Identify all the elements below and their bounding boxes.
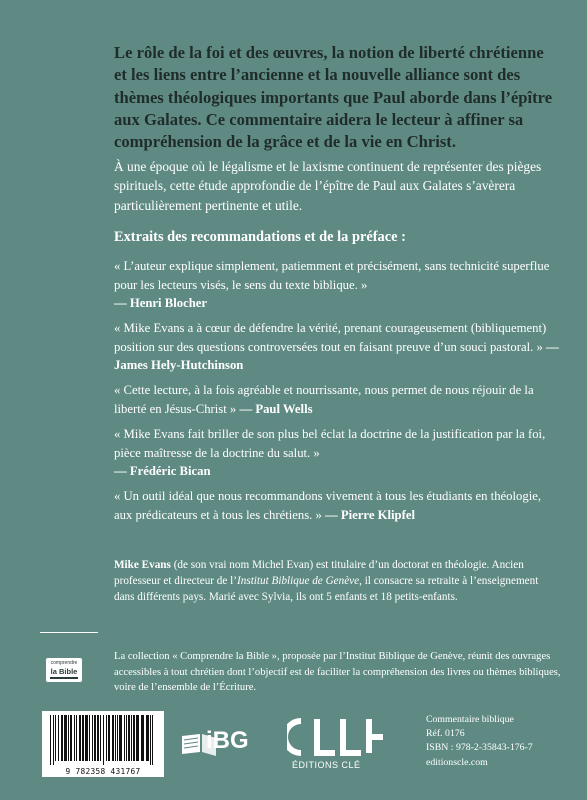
quote-author: — Paul Wells bbox=[239, 401, 313, 416]
quote-author: — Frédéric Bican bbox=[114, 464, 211, 479]
ibg-logo bbox=[180, 718, 268, 763]
barcode-bars-icon bbox=[48, 715, 158, 765]
ibg-wordmark: iBG bbox=[206, 727, 249, 754]
publisher-name: ÉDITIONS CLÉ bbox=[292, 760, 361, 770]
quote-item bbox=[114, 381, 559, 418]
bio-text-part1: (de son vrai nom Michel Evan) est titulaire d’un doctorat en théologie. Ancien professeur et directeur de l’ bbox=[114, 559, 524, 587]
author-name: Mike Evans bbox=[114, 559, 171, 571]
book-metadata bbox=[426, 713, 576, 770]
open-book-icon bbox=[180, 718, 268, 758]
intro-paragraph: À une époque où le légalisme et le laxisme continuent de représenter des pièges spirituels, cette étude approfondie de l’épître de Paul aux Galates s’avèrera particulièrement pertinente et utile. bbox=[114, 159, 542, 213]
quote-text: « Mike Evans fait briller de son plus bel éclat la doctrine de la justification par la foi, pièce maîtresse de la doctrine du salut. » bbox=[114, 427, 546, 460]
meta-isbn: ISBN : 978-2-35843-176-7 bbox=[426, 742, 533, 754]
quote-item bbox=[114, 425, 559, 481]
quote-author: — Henri Blocher bbox=[114, 296, 208, 311]
quote-item bbox=[114, 487, 559, 524]
quote-author: — Pierre Klipfel bbox=[325, 507, 415, 522]
quote-author: — James Hely-Hutchinson bbox=[114, 339, 559, 373]
collection-description: La collection « Comprendre la Bible », proposée par l’Institut Biblique de Genève, réunit des ouvrages accessibles à tout chrétien dont l’objectif est de faciliter la compréhension des livres ou thèmes bibliques, voire de l’ensemble de l’Écriture. bbox=[114, 651, 561, 693]
quote-item bbox=[114, 257, 559, 313]
divider-rule bbox=[40, 632, 98, 633]
collection-logo-icon bbox=[46, 658, 82, 682]
recommendations-heading: Extraits des recommandations et de la préface : bbox=[114, 229, 406, 245]
isbn-barcode bbox=[42, 711, 164, 777]
quote-item bbox=[114, 319, 559, 375]
quote-text: « Mike Evans a à cœur de défendre la vérité, prenant courageusement (bibliquement) position sur des questions controversées tout en faisant preuve d’un souci pastoral. » bbox=[114, 321, 547, 354]
quote-text: « Un outil idéal que nous recommandons vivement à tous les étudiants en théologie, aux prédicateurs et à tous les chrétiens. » bbox=[114, 489, 542, 522]
quote-text: « Cette lecture, à la fois agréable et nourrissante, nous permet de nous réjouir de la liberté en Jésus-Christ » bbox=[114, 383, 534, 416]
lead-text: Le rôle de la foi et des œuvres, la notion de liberté chrétienne et les liens entre l’ancienne et la nouvelle alliance sont des thèmes théologiques importants que Paul aborde dans l’épître aux Galates. Ce commentaire aidera le lecteur à affiner sa compréhension de la grâce et de la vie en Christ. bbox=[114, 43, 553, 152]
meta-website: editionscle.com bbox=[426, 756, 488, 768]
cle-logo-icon bbox=[287, 711, 397, 759]
collection-logo-line1: comprendre bbox=[50, 660, 78, 666]
author-bio bbox=[114, 558, 554, 605]
institute-name: Institut Biblique de Genève bbox=[237, 574, 360, 587]
collection-logo-line2: la Bible bbox=[50, 667, 78, 676]
meta-ref: Réf. 0176 bbox=[426, 728, 465, 740]
cle-logo bbox=[287, 711, 397, 764]
meta-category: Commentaire biblique bbox=[426, 714, 514, 725]
quote-text: « L’auteur explique simplement, patiemment et précisément, sans technicité superflue pour les lecteurs visés, le sens du texte biblique. » bbox=[114, 259, 550, 292]
bio-text-part2: , il consacre sa retraite à l’enseignement dans différents pays. Marié avec Sylvia, ils ont 5 enfants et 18 petits-enfants. bbox=[114, 574, 539, 603]
collection-logo-bar bbox=[50, 677, 78, 679]
barcode-digits: 9 782358 431767 bbox=[65, 767, 141, 776]
lead-summary bbox=[114, 42, 554, 153]
